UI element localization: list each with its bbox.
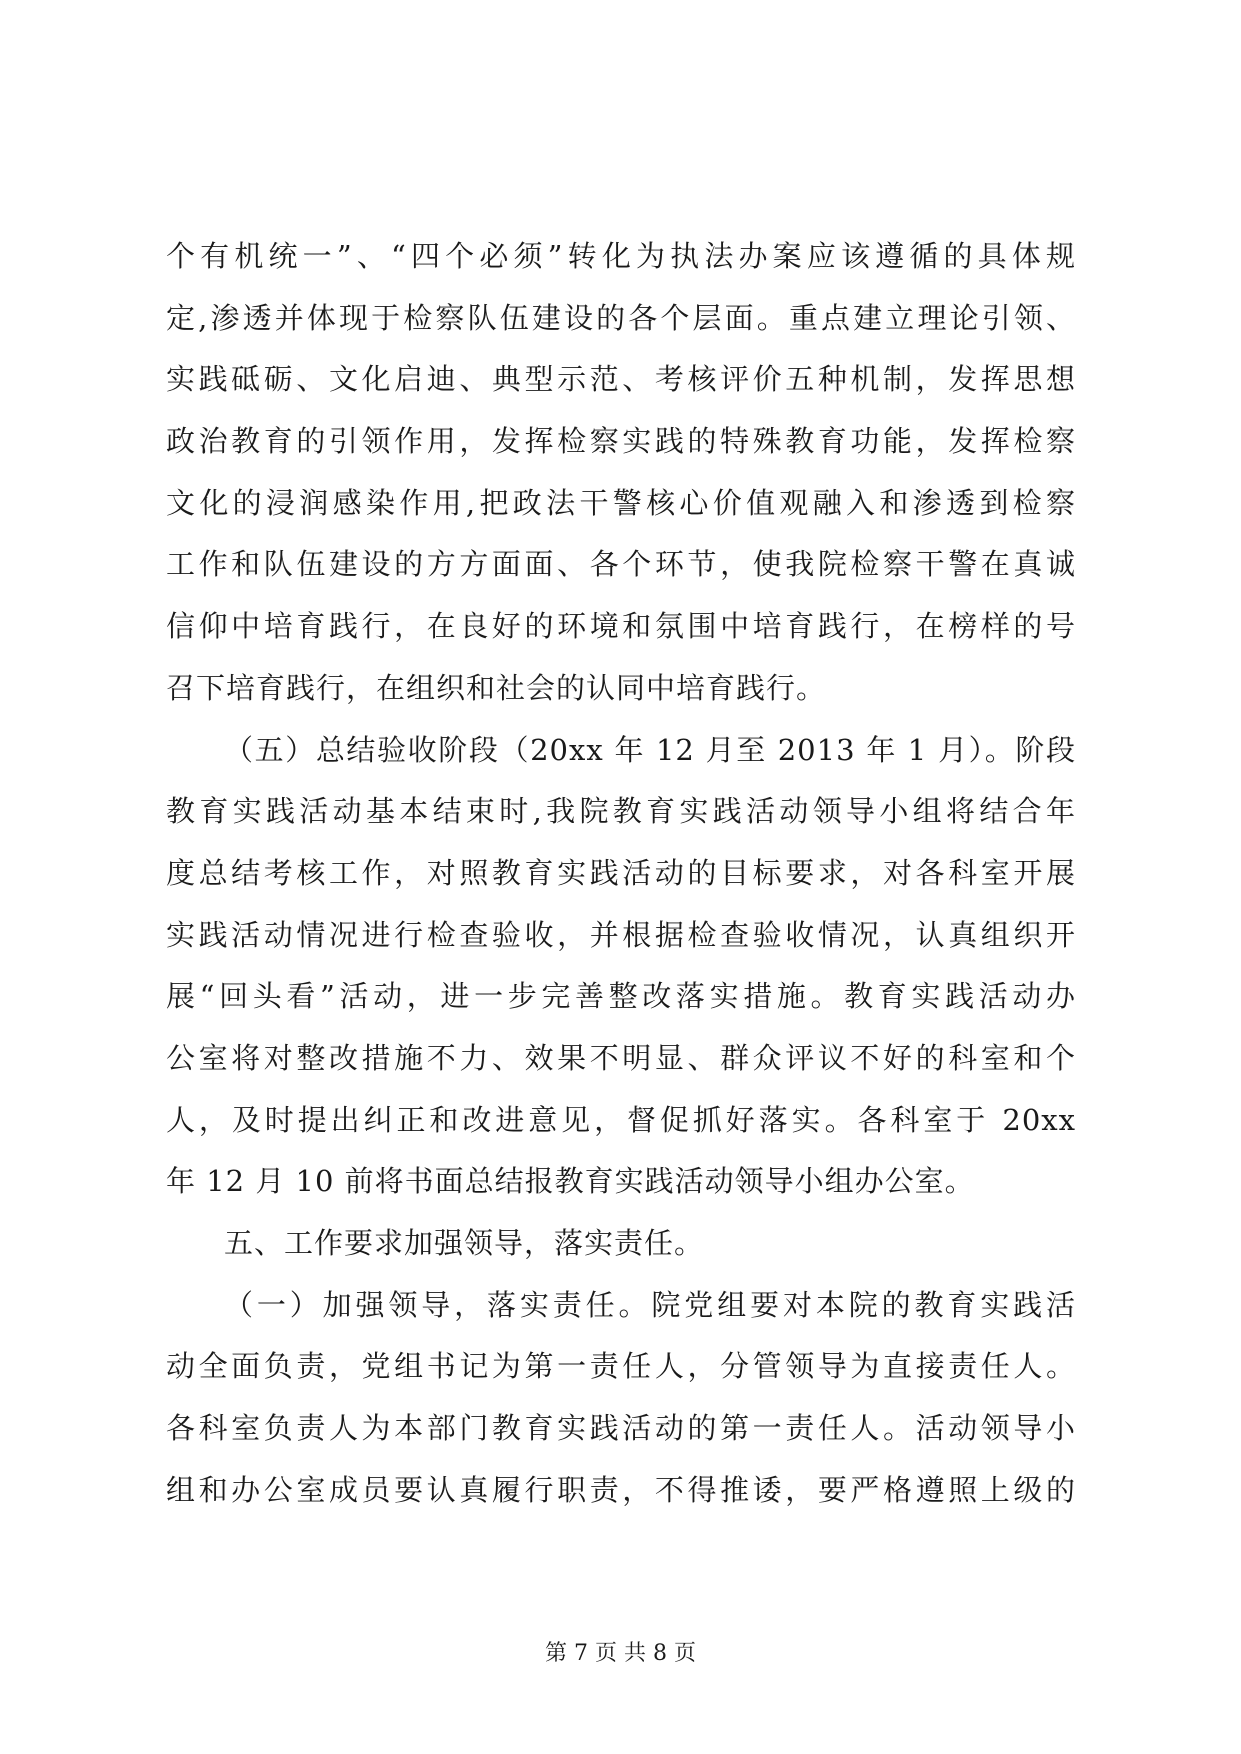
- text-line: （五）总结验收阶段（20xx 年 12 月至 2013 年 1 月）。阶段: [224, 732, 1076, 767]
- text-line: 个有机统一”、“四个必须”转化为执法办案应该遵循的具体规: [166, 239, 1076, 273]
- text-line: 年 12 月 10 前将书面总结报教育实践活动领导小组办公室。: [166, 1164, 975, 1199]
- text-line: 人，及时提出纠正和改进意见，督促抓好落实。各科室于 20xx: [166, 1102, 1076, 1137]
- text-line: 定,渗透并体现于检察队伍建设的各个层面。重点建立理论引领、: [166, 300, 1076, 335]
- text-line: 实践活动情况进行检查验收，并根据检查验收情况，认真组织开: [166, 917, 1076, 952]
- text-line: 组和办公室成员要认真履行职责，不得推诿，要严格遵照上级的: [166, 1472, 1076, 1507]
- text-line: 实践砥砺、文化启迪、典型示范、考核评价五种机制，发挥思想: [166, 362, 1076, 397]
- text-line: 公室将对整改措施不力、效果不明显、群众评议不好的科室和个: [166, 1040, 1076, 1075]
- text-line: 各科室负责人为本部门教育实践活动的第一责任人。活动领导小: [166, 1411, 1076, 1446]
- text-line: 召下培育践行，在组织和社会的认同中培育践行。: [166, 670, 827, 705]
- text-line: 动全面负责，党组书记为第一责任人，分管领导为直接责任人。: [166, 1349, 1076, 1384]
- section-heading: 五、工作要求加强领导，落实责任。: [224, 1226, 705, 1260]
- page-footer: 第 7 页 共 8 页: [545, 1641, 696, 1666]
- text-line: 教育实践活动基本结束时,我院教育实践活动领导小组将结合年: [166, 794, 1076, 829]
- text-line: 信仰中培育践行，在良好的环境和氛围中培育践行，在榜样的号: [166, 609, 1076, 644]
- text-line: 展“回头看”活动，进一步完善整改落实措施。教育实践活动办: [166, 979, 1076, 1014]
- text-line: 度总结考核工作，对照教育实践活动的目标要求，对各科室开展: [166, 855, 1076, 890]
- text-line: 文化的浸润感染作用,把政法干警核心价值观融入和渗透到检察: [166, 485, 1076, 520]
- text-line: 政治教育的引领作用，发挥检察实践的特殊教育功能，发挥检察: [166, 424, 1076, 459]
- document-body: [166, 226, 1076, 1521]
- text-line: （一）加强领导，落实责任。院党组要对本院的教育实践活: [224, 1287, 1076, 1322]
- text-line: 工作和队伍建设的方方面面、各个环节，使我院检察干警在真诚: [166, 547, 1076, 582]
